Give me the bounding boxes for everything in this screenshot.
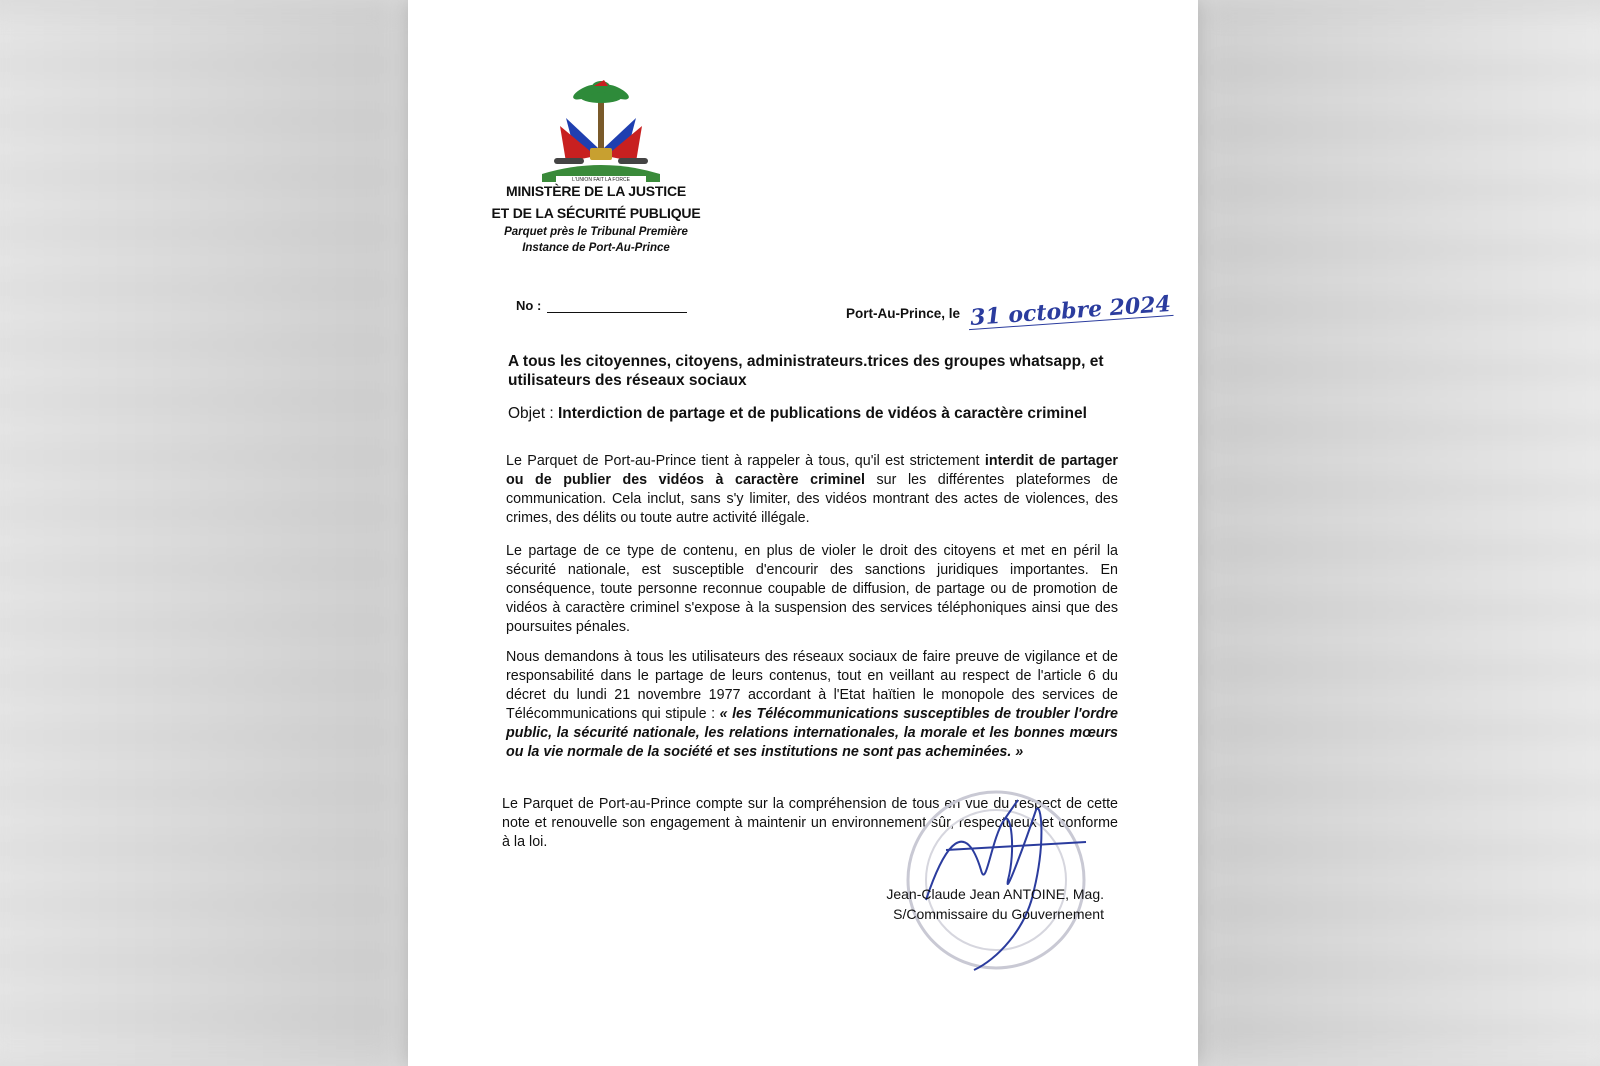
paragraph-3-quote: « les Télécommunications susceptibles de troubler l'ordre public, la sécurité nationale, les relations internationales, la morale et les bonnes mœurs ou la vie normale de la société et ses institutions ne sont pas acheminées. » — [506, 706, 1119, 760]
reference-label: No : — [516, 298, 542, 313]
reference-blank-line — [547, 300, 687, 313]
svg-text:L'UNION FAIT LA FORCE: L'UNION FAIT LA FORCE — [572, 177, 630, 183]
date-line — [846, 291, 1173, 331]
paragraph-3 — [506, 648, 1118, 762]
official-letter — [408, 0, 1198, 1066]
paragraph-2: Le partage de ce type de contenu, en plus de violer le droit des citoyens et met en péril la sécurité nationale, est susceptible d'encourir des sanctions juridiques importantes. En conséquence, toute personne reconnue coupable de diffusion, de partage ou de promotion de vidéos à caractère criminel s'expose à la suspension des services téléphoniques ainsi que des poursuites pénales. — [506, 543, 1118, 635]
blurred-background-right — [1200, 0, 1600, 1066]
haiti-coat-of-arms-icon — [536, 78, 666, 186]
signatory-name: Jean-Claude Jean ANTOINE, Mag. — [886, 886, 1104, 902]
ministry-name-line1: MINISTÈRE DE LA JUSTICE — [505, 183, 686, 199]
ministry-name-line2: ET DE LA SÉCURITÉ PUBLIQUE — [491, 205, 701, 221]
paragraph-1 — [506, 452, 1118, 528]
paragraph-1-rest: sur les différentes plateformes de communication. Cela inclut, sans s'y limiter, des vidéos montrant des actes de violences, des crimes, des délits ou toute autre activité illégale. — [506, 472, 1118, 526]
handwritten-date: 31 octobre 2024 — [969, 291, 1172, 331]
paragraph-3-intro: Nous demandons à tous les utilisateurs des réseaux sociaux de faire preuve de vigilance et de responsabilité dans le partage de leurs contenus, tout en veillant au respect de l'article 6 du décret du lundi 21 novembre 1977 accordant à l'Etat haïtien le monopole des services de Télécommunications qui stipule : — [506, 649, 1118, 722]
paragraph-4: Le Parquet de Port-au-Prince compte sur la compréhension de tous en vue du respect de cette note et renouvelle son engagement à maintenir un environnement sûr, respectueux et conforme à la loi. — [502, 796, 1118, 850]
date-prefix: Port-Au-Prince, le — [846, 306, 961, 321]
signatory-block — [858, 884, 1104, 924]
signatory-title: S/Commissaire du Gouvernement — [893, 906, 1104, 922]
subject-line — [508, 404, 1118, 423]
office-line2: Instance de Port-Au-Prince — [522, 242, 670, 254]
paragraph-1-intro: Le Parquet de Port-au-Prince tient à rappeler à tous, qu'il est strictement — [506, 453, 985, 469]
office-line1: Parquet près le Tribunal Première — [504, 226, 688, 238]
ministry-header — [486, 180, 706, 256]
paragraph-1-emphasis: interdit de partager ou de publier des vidéos à caractère criminel — [506, 453, 1118, 488]
blurred-background-left — [0, 0, 400, 1066]
subject-label: Objet : — [508, 405, 554, 422]
addressee: A tous les citoyennes, citoyens, administrateurs.trices des groupes whatsapp, et utilisateurs des réseaux sociaux — [508, 353, 1104, 389]
reference-number — [516, 298, 687, 313]
subject-text: Interdiction de partage et de publications de vidéos à caractère criminel — [557, 405, 1087, 422]
